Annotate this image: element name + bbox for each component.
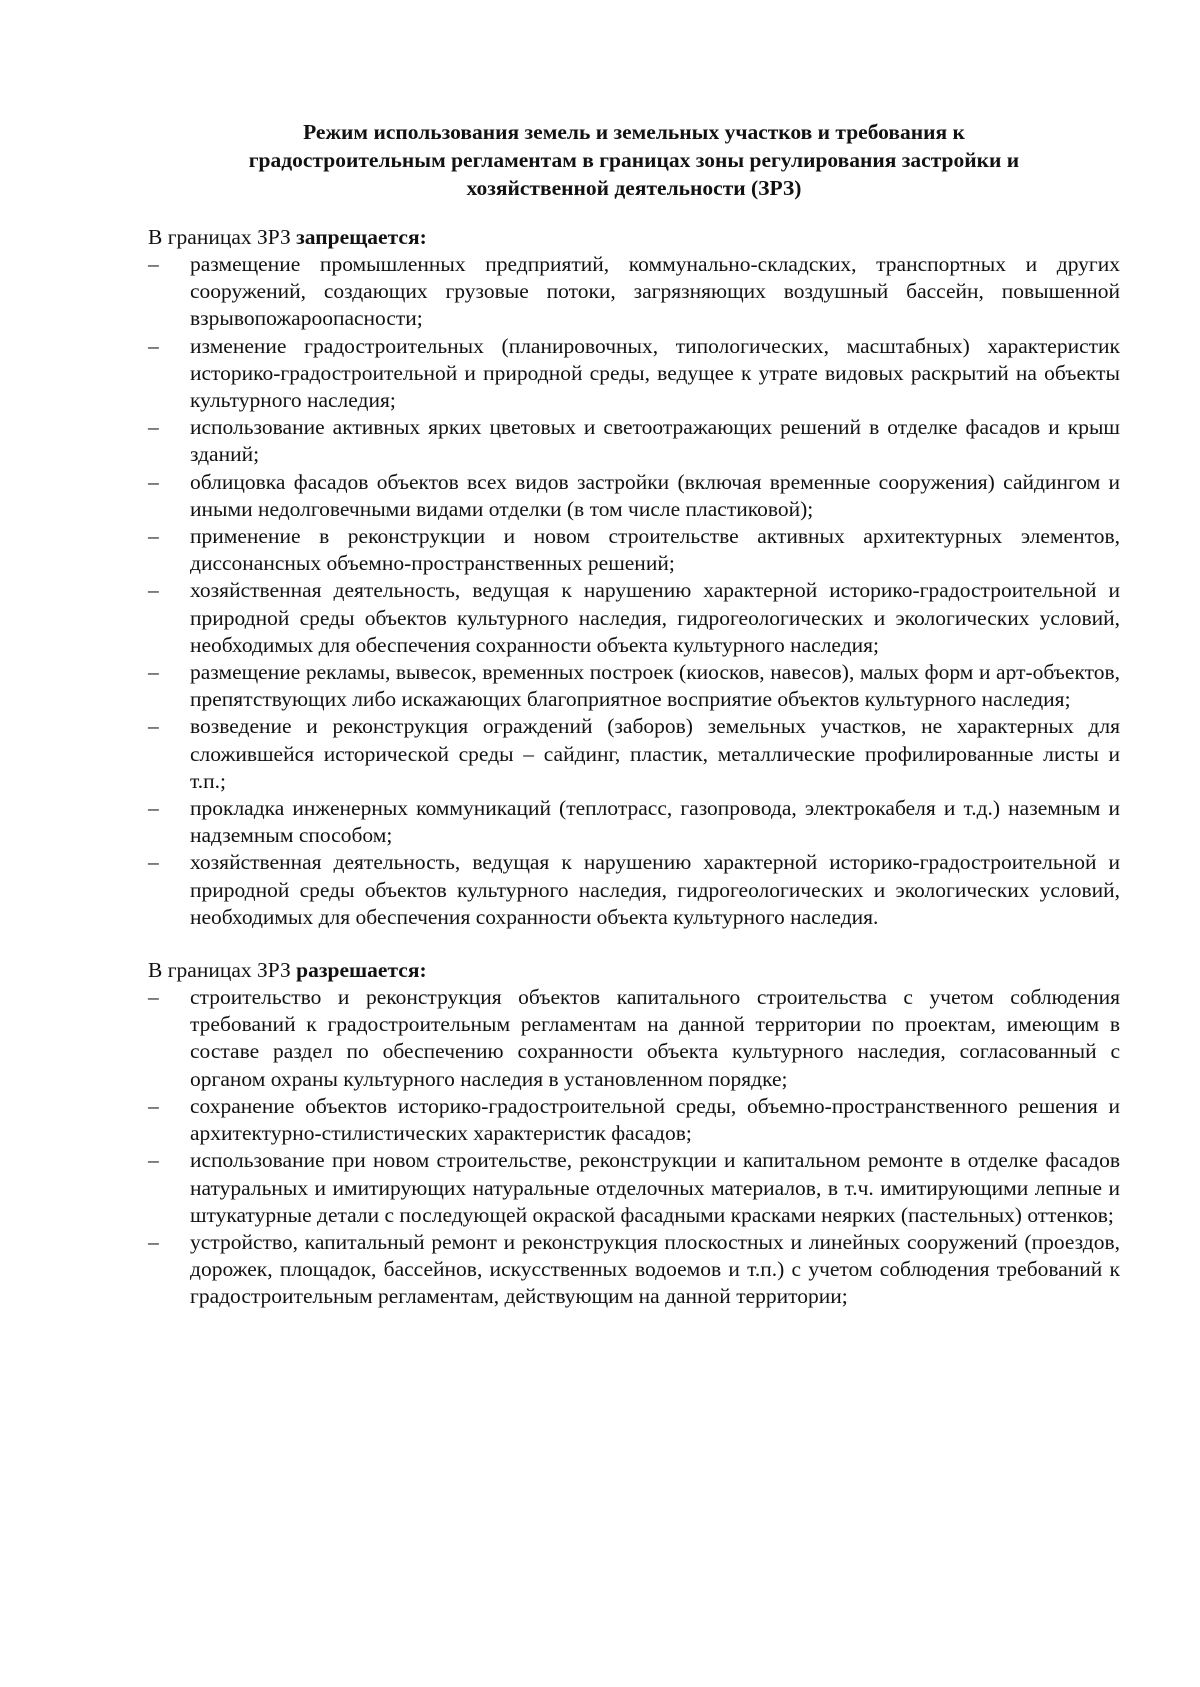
bullet-dash: –	[148, 714, 159, 739]
bullet-dash: –	[148, 252, 159, 276]
list-item-text: строительство и реконструкция объектов капитального строительства с учетом соблюдения требований к градостроительным регламентам на данной территории по проектам, имеющим в составе раздел по обеспечению сохранности объекта культурного наследия, согласованный с органом охраны культурного наследия в установленном порядке;	[190, 985, 1120, 1091]
bullet-dash: –	[148, 469, 159, 494]
list-item-text: применение в реконструкции и новом строительстве активных архитектурных элементов, диссонансных объемно-пространственных решений;	[190, 524, 1120, 576]
list-item-text: прокладка инженерных коммуникаций (теплотрасс, газопровода, электрокабеля и т.д.) наземным и надземным способом;	[190, 796, 1120, 848]
list-item	[148, 1093, 1120, 1147]
bullet-dash: –	[148, 850, 159, 875]
bullet-dash: –	[148, 1093, 159, 1118]
bullet-dash: –	[148, 333, 159, 358]
permitted-heading-lead: В границах ЗРЗ	[148, 958, 297, 983]
title-line-3: хозяйственной деятельности (ЗРЗ)	[466, 176, 802, 200]
list-item	[148, 713, 1120, 795]
list-item-text: изменение градостроительных (планировочных, типологических, масштабных) характеристик историко-градостроительной и природной среды, ведущее к утрате видовых раскрытий на объекты культурного наследия;	[190, 333, 1120, 413]
bullet-dash: –	[148, 578, 159, 603]
list-item-text: сохранение объектов историко-градостроительной среды, объемно-пространственного решения и архитектурно-стилистических характеристик фасадов;	[190, 1093, 1120, 1146]
bullet-dash: –	[148, 1148, 159, 1173]
bullet-dash: –	[148, 415, 159, 440]
document-title	[148, 118, 1120, 202]
list-item-text: размещение рекламы, вывесок, временных построек (киосков, навесов), малых форм и арт-объектов, препятствующих либо искажающих благоприятное восприятие объектов культурного наследия;	[190, 660, 1120, 712]
permitted-list	[148, 984, 1120, 1310]
list-item-text: размещение промышленных предприятий, коммунально-складских, транспортных и других сооружений, создающих грузовые потоки, загрязняющих воздушный бассейн, повышенной взрывопожароопасности;	[190, 252, 1120, 331]
list-item-text: использование при новом строительстве, реконструкции и капитальном ремонте в отделке фасадов натуральных и имитирующих натуральные отделочных материалов, в т.ч. имитирующими лепные и штукатурные детали с последующей окраской фасадными красками неярких (пастельных) оттенков;	[190, 1148, 1120, 1227]
list-item-text: хозяйственная деятельность, ведущая к нарушению характерной историко-градостроительной и природной среды объектов культурного наследия, гидрогеологических и экологических условий, необходимых для обеспечения сохранности объекта культурного наследия.	[190, 850, 1120, 929]
bullet-dash: –	[148, 660, 159, 685]
list-item-text: устройство, капитальный ремонт и реконструкция плоскостных и линейных сооружений (проездов, дорожек, площадок, бассейнов, искусственных водоемов и т.п.) с учетом соблюдения требований к градостроительным регламентам, действующим на данной территории;	[190, 1229, 1120, 1309]
list-item	[148, 333, 1120, 415]
list-item	[148, 659, 1120, 713]
bullet-dash: –	[148, 524, 159, 549]
list-item-text: облицовка фасадов объектов всех видов застройки (включая временные сооружения) сайдингом и иными недолговечными видами отделки (в том числе пластиковой);	[190, 469, 1120, 521]
list-item	[148, 523, 1120, 577]
list-item	[148, 577, 1120, 659]
bullet-dash: –	[148, 1229, 159, 1254]
list-item	[148, 795, 1120, 849]
prohibited-list	[148, 251, 1120, 931]
list-item	[148, 251, 1120, 333]
list-item	[148, 1147, 1120, 1229]
title-line-2: градостроительным регламентам в границах зоны регулирования застройки и	[248, 148, 1020, 172]
title-line-1: Режим использования земель и земельных участков и требования к	[303, 120, 965, 144]
list-item	[148, 469, 1120, 523]
bullet-dash: –	[148, 985, 159, 1010]
prohibited-heading	[148, 224, 1120, 251]
list-item	[148, 1229, 1120, 1311]
bullet-dash: –	[148, 796, 159, 821]
permitted-heading	[148, 957, 1120, 984]
list-item	[148, 849, 1120, 931]
prohibited-heading-lead: В границах ЗРЗ	[148, 225, 297, 249]
prohibited-heading-strong: запрещается:	[296, 225, 427, 249]
list-item-text: хозяйственная деятельность, ведущая к нарушению характерной историко-градостроительной и природной среды объектов культурного наследия, гидрогеологических и экологических условий, необходимых для обеспечения сохранности объекта культурного наследия;	[190, 578, 1120, 657]
list-item	[148, 984, 1120, 1093]
list-item	[148, 414, 1120, 468]
list-item-text: использование активных ярких цветовых и светоотражающих решений в отделке фасадов и крыш зданий;	[190, 415, 1120, 467]
permitted-heading-strong: разрешается:	[296, 958, 427, 983]
list-item-text: возведение и реконструкция ограждений (заборов) земельных участков, не характерных для сложившейся исторической среды – сайдинг, пластик, металлические профилированные листы и т.п.;	[190, 714, 1120, 793]
